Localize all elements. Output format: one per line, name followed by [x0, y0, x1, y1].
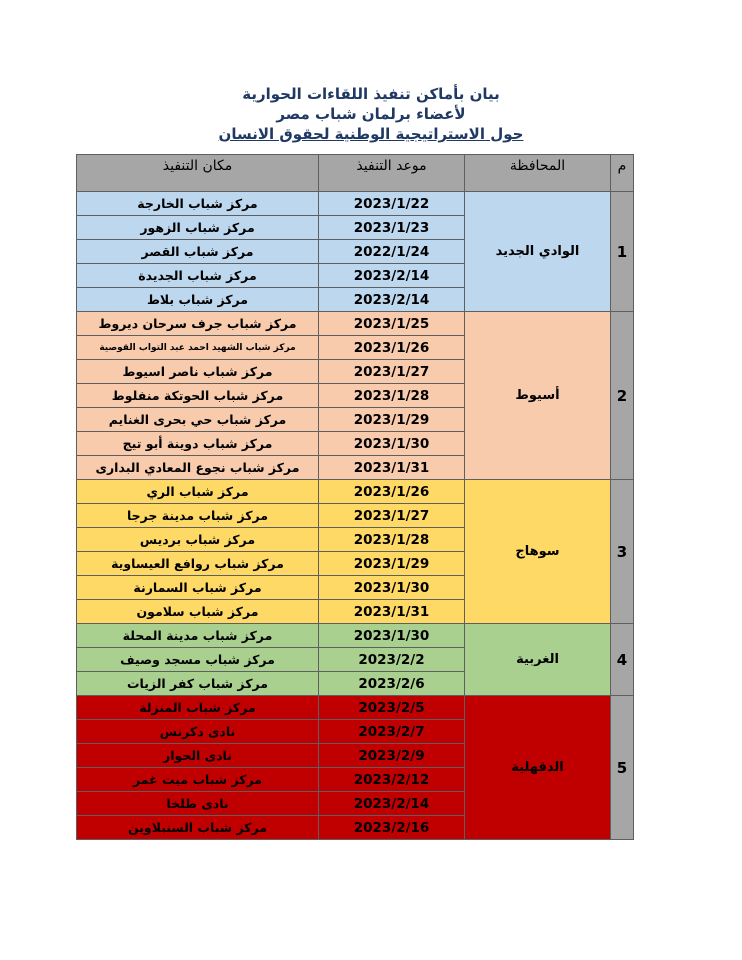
table-row: [77, 480, 634, 504]
date-cell: 2022/1/24: [319, 240, 465, 264]
date-cell: 2023/1/31: [319, 600, 465, 624]
date-cell: 2023/2/5: [319, 696, 465, 720]
place-cell: نادى دكرنس: [77, 720, 319, 744]
place-cell: مركز شباب جرف سرحان ديروط: [77, 312, 319, 336]
place-cell: مركز شباب كفر الزيات: [77, 672, 319, 696]
schedule-table: [76, 154, 634, 840]
date-cell: 2023/2/2: [319, 648, 465, 672]
date-cell: 2023/1/31: [319, 456, 465, 480]
date-cell: 2023/1/28: [319, 528, 465, 552]
place-cell: مركز شباب بلاط: [77, 288, 319, 312]
date-cell: 2023/1/28: [319, 384, 465, 408]
place-cell: مركز شباب ميت غمر: [77, 768, 319, 792]
date-cell: 2023/2/7: [319, 720, 465, 744]
place-cell: نادى الحوار: [77, 744, 319, 768]
group-number: 2: [611, 312, 634, 480]
group-number: 1: [611, 192, 634, 312]
governorate-cell: الغربية: [465, 624, 611, 696]
place-cell: مركز شباب الخارجة: [77, 192, 319, 216]
governorate-cell: الوادي الجديد: [465, 192, 611, 312]
date-cell: 2023/1/26: [319, 480, 465, 504]
date-cell: 2023/2/14: [319, 288, 465, 312]
date-cell: 2023/2/9: [319, 744, 465, 768]
place-cell: مركز شباب السمارنة: [77, 576, 319, 600]
date-cell: 2023/1/25: [319, 312, 465, 336]
place-cell: مركز شباب مسجد وصيف: [77, 648, 319, 672]
place-cell: مركز شباب حي بحرى الغنايم: [77, 408, 319, 432]
table-row: [77, 696, 634, 720]
group-number: 4: [611, 624, 634, 696]
date-cell: 2023/1/30: [319, 432, 465, 456]
date-cell: 2023/2/14: [319, 792, 465, 816]
table-row: [77, 192, 634, 216]
place-cell: مركز شباب سلامون: [77, 600, 319, 624]
place-cell: مركز شباب مدينة المحلة: [77, 624, 319, 648]
place-cell: مركز شباب روافع العيساوية: [77, 552, 319, 576]
date-cell: 2023/1/30: [319, 624, 465, 648]
governorate-cell: الدقهلية: [465, 696, 611, 840]
place-cell: مركز شباب القصر: [77, 240, 319, 264]
date-cell: 2023/1/29: [319, 552, 465, 576]
table-body: [77, 192, 634, 840]
date-cell: 2023/1/26: [319, 336, 465, 360]
date-cell: 2023/2/6: [319, 672, 465, 696]
place-cell: مركز شباب المنزلة: [77, 696, 319, 720]
date-cell: 2023/1/27: [319, 504, 465, 528]
header-date: موعد التنفيذ: [319, 155, 465, 192]
title-line-3: حول الاستراتيجية الوطنية لحقوق الانسان: [218, 125, 524, 143]
place-cell: مركز شباب الري: [77, 480, 319, 504]
governorate-cell: سوهاج: [465, 480, 611, 624]
table-row: [77, 624, 634, 648]
place-cell: مركز شباب ناصر اسيوط: [77, 360, 319, 384]
group-number: 5: [611, 696, 634, 840]
place-cell: مركز شباب الجديدة: [77, 264, 319, 288]
title-line-2: لأعضاء برلمان شباب مصر: [276, 105, 466, 123]
header-governorate: المحافظة: [465, 155, 611, 192]
place-cell: مركز شباب الزهور: [77, 216, 319, 240]
date-cell: 2023/2/16: [319, 816, 465, 840]
group-number: 3: [611, 480, 634, 624]
place-cell: نادى طلخا: [77, 792, 319, 816]
place-cell: مركز شباب السنبلاوين: [77, 816, 319, 840]
table-row: [77, 312, 634, 336]
place-cell: مركز شباب مدينة جرجا: [77, 504, 319, 528]
date-cell: 2023/1/27: [319, 360, 465, 384]
header-place: مكان التنفيذ: [77, 155, 319, 192]
date-cell: 2023/1/30: [319, 576, 465, 600]
date-cell: 2023/1/23: [319, 216, 465, 240]
date-cell: 2023/1/22: [319, 192, 465, 216]
place-cell: مركز شباب الحوتكة منفلوط: [77, 384, 319, 408]
date-cell: 2023/2/14: [319, 264, 465, 288]
table-header-row: [77, 155, 634, 192]
document-title: [0, 84, 742, 144]
place-cell: مركز شباب دوينة أبو تيج: [77, 432, 319, 456]
place-cell: مركز شباب برديس: [77, 528, 319, 552]
place-cell: مركز شباب نجوع المعادي البدارى: [77, 456, 319, 480]
date-cell: 2023/1/29: [319, 408, 465, 432]
header-num: م: [611, 155, 634, 192]
title-line-1: بيان بأماكن تنفيذ اللقاءات الحوارية: [242, 85, 500, 103]
date-cell: 2023/2/12: [319, 768, 465, 792]
place-cell: مركز شباب الشهيد احمد عبد التواب القوصية: [77, 336, 319, 360]
governorate-cell: أسيوط: [465, 312, 611, 480]
